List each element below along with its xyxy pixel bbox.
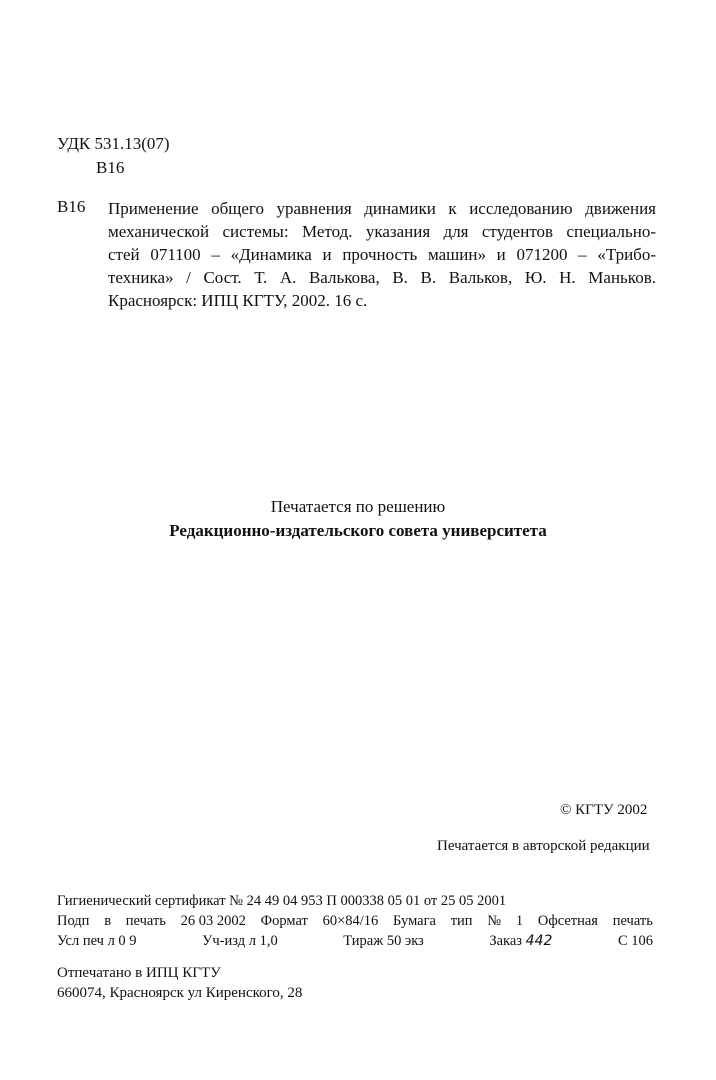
- imprint-word: Подп: [57, 913, 90, 929]
- imprint-word: Офсетная: [537, 913, 598, 929]
- imprint-word: печать: [125, 913, 166, 929]
- order-code: С 106: [617, 933, 653, 949]
- imprint-word: 60×84/16: [322, 913, 379, 929]
- signing-format-row: [57, 911, 653, 931]
- imprint-word: печать: [612, 913, 653, 929]
- bibliography-line: техника» / Сост. Т. А. Валькова, В. В. Вальков, Ю. Н. Маньков.: [108, 268, 656, 287]
- print-decision-line: Печатается по решению: [270, 497, 446, 516]
- printing-house-name: Отпечатано в ИПЦ КГТУ: [57, 965, 221, 981]
- bibliography-code: В16: [57, 197, 86, 216]
- order-handwritten-value: 442: [525, 933, 553, 949]
- bibliography-line: Красноярск: ИПЦ КГТУ, 2002. 16 с.: [108, 291, 368, 310]
- imprint-block: [57, 891, 653, 951]
- library-code: В16: [96, 158, 125, 177]
- imprint-word: №: [487, 913, 502, 929]
- imprint-word: Формат: [260, 913, 308, 929]
- copyright-notice: © КГТУ 2002: [560, 802, 648, 818]
- bibliography-line: механической системы: Метод. указания для студентов специально-: [108, 222, 656, 241]
- publisher-sheets: Уч-изд л 1,0: [202, 933, 278, 949]
- bibliography-line: стей 071100 – «Динамика и прочность машин» и 071200 – «Трибо-: [108, 245, 656, 264]
- printed-sheets: Усл печ л 0 9: [57, 933, 137, 949]
- udk-line: УДК 531.13(07): [57, 134, 170, 153]
- print-run-row: [57, 931, 653, 951]
- imprint-word: тип: [450, 913, 473, 929]
- imprint-word: 1: [515, 913, 524, 929]
- hygiene-certificate: Гигиенический сертификат № 24 49 04 953 П 000338 05 01 от 25 05 2001: [57, 893, 507, 909]
- order-number: [489, 931, 552, 951]
- imprint-word: Бумага: [393, 913, 436, 929]
- editorial-council-line: Редакционно-издательского совета университета: [169, 521, 547, 540]
- imprint-word: в: [104, 913, 112, 929]
- printing-house-address: 660074, Красноярск ул Киренского, 28: [57, 985, 303, 1001]
- imprint-word: 26 03 2002: [180, 913, 246, 929]
- printing-house-block: [57, 963, 302, 1003]
- print-run: Тираж 50 экз: [343, 933, 424, 949]
- author-edition-note: Печатается в авторской редакции: [437, 838, 650, 854]
- bibliography-line: Применение общего уравнения динамики к исследованию движения: [108, 199, 656, 218]
- order-label: Заказ: [489, 933, 523, 949]
- bibliography-description: [108, 197, 656, 312]
